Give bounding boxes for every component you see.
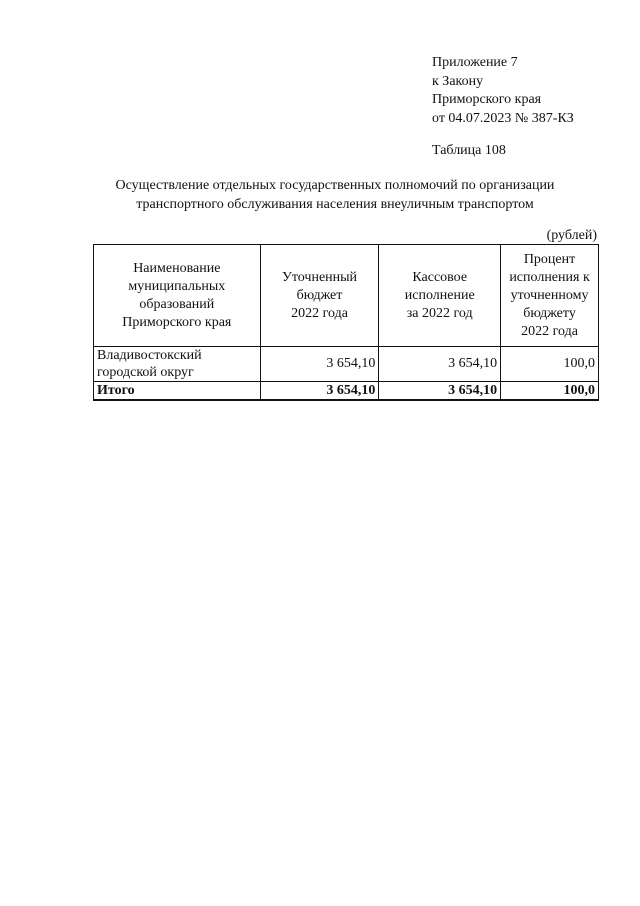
header-text: исполнения к — [509, 269, 590, 285]
budget-value: 3 654,10 — [260, 347, 379, 382]
appendix-line: Приморского края — [432, 92, 542, 107]
header-execution — [379, 245, 501, 347]
document-title — [80, 176, 590, 214]
total-row — [94, 382, 599, 401]
appendix-line: к Закону — [432, 73, 484, 89]
units-label: (рублей) — [546, 228, 597, 243]
header-text: исполнение — [404, 287, 475, 303]
percent-value: 100,0 — [501, 347, 599, 382]
table-row — [94, 347, 599, 382]
header-text: 2022 года — [521, 323, 578, 339]
header-text: 2022 года — [291, 305, 348, 321]
total-execution-value: 3 654,10 — [379, 382, 501, 401]
execution-value: 3 654,10 — [379, 347, 501, 382]
appendix-reference — [432, 54, 574, 128]
total-percent-value: 100,0 — [501, 382, 599, 401]
header-text: Наименование — [133, 260, 221, 276]
header-budget — [260, 245, 379, 347]
header-text: за 2022 год — [406, 305, 473, 321]
header-text: образований — [139, 296, 215, 312]
header-text: бюджету — [523, 305, 576, 321]
header-text: Приморского края — [122, 314, 232, 330]
header-text: Процент — [523, 251, 576, 267]
header-text: уточненному — [510, 287, 589, 303]
name-text: городской округ — [97, 365, 194, 380]
header-text: бюджет — [296, 287, 343, 303]
appendix-line: от 04.07.2023 № 387-КЗ — [432, 110, 574, 126]
title-line: транспортного обслуживания населения внеуличным транспортом — [136, 197, 534, 212]
budget-table — [93, 244, 599, 401]
municipality-name — [94, 347, 261, 382]
name-text: Владивостокский — [97, 348, 202, 363]
header-municipality — [94, 245, 261, 347]
header-percent — [501, 245, 599, 347]
total-label: Итого — [94, 382, 261, 401]
header-text: муниципальных — [128, 278, 226, 294]
table-number: Таблица 108 — [432, 143, 506, 158]
table-header-row — [94, 245, 599, 347]
title-line: Осуществление отдельных государственных полномочий по организации — [115, 178, 555, 193]
header-text: Кассовое — [412, 269, 468, 285]
appendix-line: Приложение 7 — [432, 55, 518, 70]
header-text: Уточненный — [281, 269, 358, 285]
total-budget-value: 3 654,10 — [260, 382, 379, 401]
